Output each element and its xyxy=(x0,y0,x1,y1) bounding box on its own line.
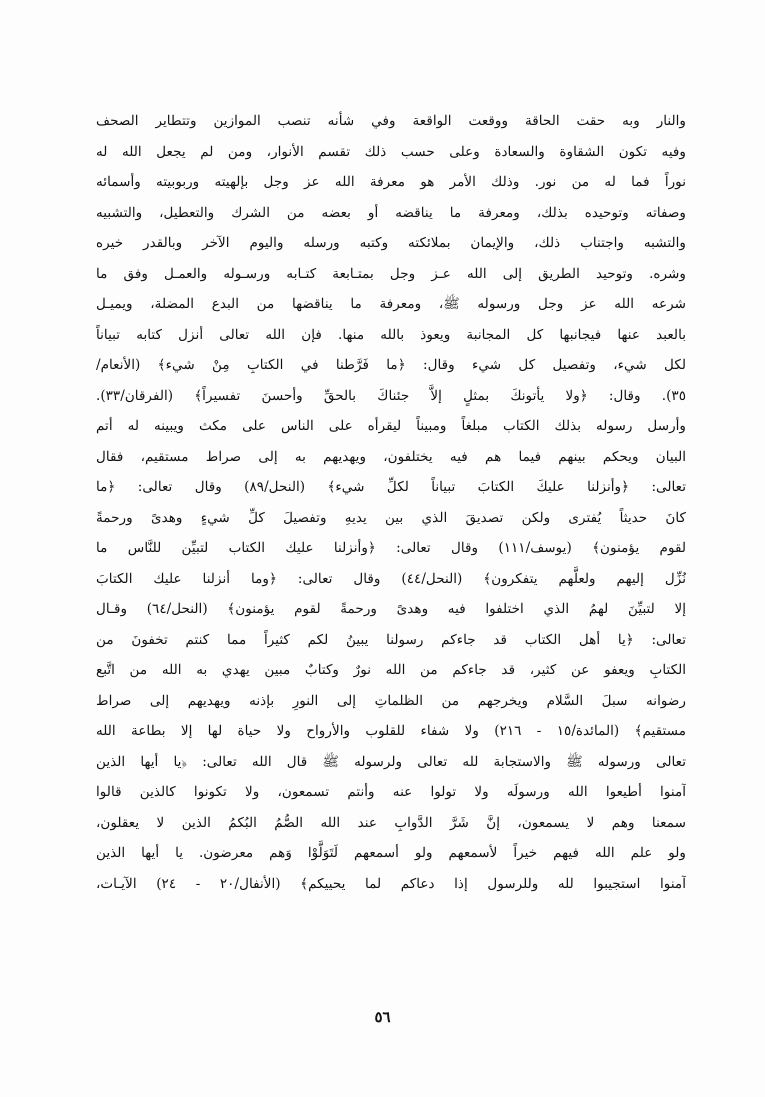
text-line: رضوانه سبلَ السَّلام ويخرجهم من الظلماتِ إلى النورِ بإذنه ويهديهم إلى صراط xyxy=(96,692,686,709)
text-line: وشره. وتوحيد الطريق إلى الله عـز وجل بمتـابعة كتـابه ورسـوله والعمـل وفق ما xyxy=(96,265,686,282)
text-line: نوراً فما له من نور. وذلك الأمر هو معرفة الله عز وجل بإلهيته وربوبيته وأسمائه xyxy=(96,174,686,190)
text-line: تعالى: ﴿وأنزلنا عليكَ الكتابَ تبياناً لكلِّ شيء﴾ (النحل/٨٩) وقال تعالى: ﴿ما xyxy=(96,479,686,495)
text-line: آمنوا أطيعوا الله ورسولَه ولا تولوا عنه وأنتم تسمعون، ولا تكونوا كالذين قالوا xyxy=(96,784,686,800)
text-line: آمنوا استجيبوا لله وللرسول إذا دعاكم لما يحييكم﴾ (الأنفال/٢٠ - ٢٤) الآيـات، xyxy=(96,875,686,892)
text-line: والنار وبه حقت الحاقة ووقعت الواقعة وفي شأنه تنصب الموازين وتتطاير الصحف xyxy=(96,113,686,129)
text-line: كانَ حديثاً يُفترى ولكن تصديقَ الذي بين يديهِ وتفصيلَ كلِّ شيءٍ وهدىً ورحمةً xyxy=(96,509,686,526)
text-line: لقوم يؤمنون﴾ (يوسف/١١١) وقال تعالى: ﴿وأنزلنا عليك الكتاب لتبيِّن للنَّاس ما xyxy=(96,540,686,556)
text-line: ٣٥). وقال: ﴿ولا يأتونكَ بمثلٍ إلاَّ جئناكَ بالحقِّ وأحسنَ تفسيراً﴾ (الفرقان/٣٣). xyxy=(96,387,686,404)
text-line: تعالى ورسوله ﷺ والاستجابة لله تعالى ولرسوله ﷺ قال الله تعالى: ﴿يا أيها الذين xyxy=(96,753,686,770)
text-line: وفيه تكون الشقاوة والسعادة وعلى حسب ذلك تقسم الأنوار، ومن لم يجعل الله له xyxy=(96,143,686,160)
text-line: ولو علم الله فيهم خيراً لأسمعهم ولو أسمعهم لَتَوَلَّوْا وَهم معرضون. يا أيها الذين xyxy=(96,845,686,861)
text-line: وصفاته وتوحيده بذلك، ومعرفة ما يناقضه أو بعضه من الشرك والتعطيل، والتشبيه xyxy=(96,204,686,221)
text-line: بالعبد عنها فيجانبها كل المجانبة ويعوذ بالله منها. فإن الله تعالى أنزل كتابه تبياناً xyxy=(96,326,686,343)
text-line: الكتابِ ويعفو عن كثير، قد جاءكم من الله نورٌ وكتابٌ مبين يهدي به الله من اتَّبع xyxy=(96,662,686,678)
page-number: ٥٦ xyxy=(374,1008,391,1026)
text-line: إلا لتبيِّنَ لهمُ الذي اختلفوا فيه وهدىً ورحمةً لقوم يؤمنون﴾ (النحل/٦٤) وقـال xyxy=(96,601,686,617)
text-line: والتشبه واجتناب ذلك، والإيمان بملائكته وكتبه ورسله واليوم الآخر وبالقدر خيره xyxy=(96,235,686,251)
text-line: وأرسل رسوله بذلك الكتاب مبلغاً ومبيناً ليقرأه على الناس على مكث ويبينه له أتم xyxy=(96,418,686,434)
text-line: سمعنا وهم لا يسمعون، إنَّ شَرَّ الدَّوابِ عند الله الصُّمُ البُكمُ الذين لا يعقلون، xyxy=(96,814,686,831)
text-line: لكل شيء، وتفصيل كل شيء وقال: ﴿ما فَرَّطنا في الكتابِ مِنْ شيء﴾ (الأنعام/ xyxy=(96,357,686,373)
text-line: مستقيم﴾ (المائدة/١٥ - ٢١٦) ولا شفاء للقلوب والأرواح ولا حياة لها إلا بطاعة الله xyxy=(96,723,686,739)
text-line: تعالى: ﴿يا أهل الكتاب قد جاءكم رسولنا يبينُ لكم كثيراً مما كنتم تخفونَ من xyxy=(96,631,686,648)
text-line: شرعه الله عز وجل ورسوله ﷺ، ومعرفة ما يناقضها من البدع المضلة، ويميـل xyxy=(96,296,686,312)
body-text xyxy=(96,106,686,899)
text-line: نُزِّل إليهم ولعلَّهم يتفكرون﴾ (النحل/٤٤) وقال تعالى: ﴿وما أنزلنا عليك الكتابَ xyxy=(96,570,686,587)
text-line: البيان ويحكم بينهم فيما هم فيه يختلفون، ويهديهم به إلى صراط مستقيم، فقال xyxy=(96,448,686,465)
